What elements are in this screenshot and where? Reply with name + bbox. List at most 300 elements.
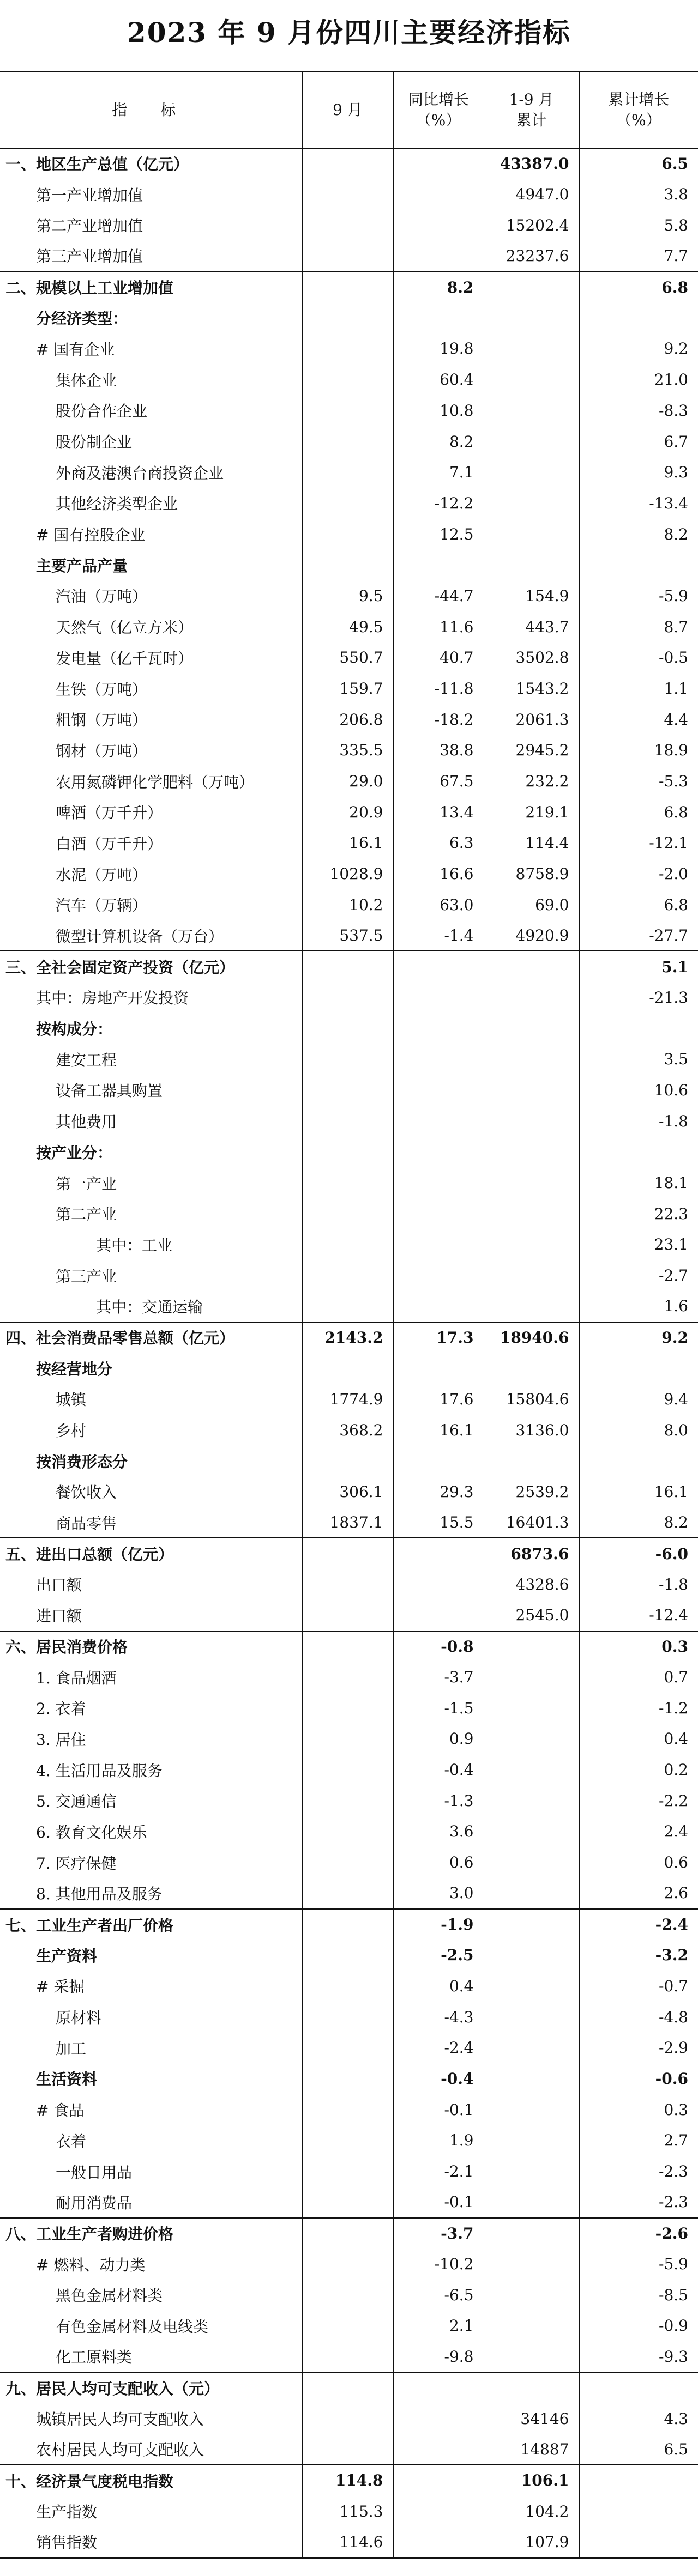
table-row bbox=[0, 1291, 698, 1322]
row-month-value bbox=[302, 549, 393, 580]
row-yoy-growth: 16.6 bbox=[393, 858, 484, 889]
row-yoy-growth: 11.6 bbox=[393, 611, 484, 643]
row-label: 城镇居民人均可支配收入 bbox=[36, 2410, 204, 2429]
row-label: 进口额 bbox=[36, 1607, 82, 1625]
row-cumulative-growth bbox=[579, 302, 698, 334]
row-yoy-growth: -2.5 bbox=[393, 1939, 484, 1971]
row-yoy-growth: 16.1 bbox=[393, 1415, 484, 1446]
row-cumulative-growth bbox=[579, 1137, 698, 1168]
row-yoy-growth bbox=[393, 1229, 484, 1260]
row-cumulative-growth: -8.3 bbox=[579, 395, 698, 426]
row-cumulative-growth: -2.3 bbox=[579, 2187, 698, 2218]
row-cumulative-growth bbox=[579, 2465, 698, 2496]
table-row bbox=[0, 395, 698, 426]
row-label: 股份制企业 bbox=[56, 433, 133, 452]
row-cumulative-value: 107.9 bbox=[484, 2526, 579, 2557]
row-month-value bbox=[302, 1569, 393, 1600]
row-yoy-growth bbox=[393, 1075, 484, 1106]
row-cumulative-growth: 22.3 bbox=[579, 1198, 698, 1229]
row-month-value bbox=[302, 1971, 393, 2002]
header-cumulative bbox=[484, 72, 579, 148]
table-row bbox=[0, 2311, 698, 2342]
row-cumulative-growth: 1.6 bbox=[579, 1291, 698, 1322]
header-line: （%） bbox=[616, 111, 661, 129]
table-row bbox=[0, 2032, 698, 2063]
row-cumulative-value bbox=[484, 2156, 579, 2187]
table-row bbox=[0, 148, 698, 179]
table-row bbox=[0, 1322, 698, 1353]
table-row bbox=[0, 2341, 698, 2372]
row-label: 餐饮收入 bbox=[56, 1483, 117, 1502]
row-cumulative-growth: 3.8 bbox=[579, 179, 698, 210]
row-month-value bbox=[302, 2434, 393, 2465]
row-cumulative-value: 106.1 bbox=[484, 2465, 579, 2496]
row-yoy-growth: 2.1 bbox=[393, 2311, 484, 2342]
row-cumulative-value bbox=[484, 1662, 579, 1693]
row-label: 其他费用 bbox=[56, 1113, 117, 1131]
row-cumulative-growth bbox=[579, 549, 698, 580]
header-line: 累计增长 bbox=[608, 90, 670, 108]
row-cumulative-value bbox=[484, 2094, 579, 2125]
row-month-value bbox=[302, 2372, 393, 2403]
row-cumulative-growth: -5.9 bbox=[579, 580, 698, 611]
row-month-value: 2143.2 bbox=[302, 1322, 393, 1353]
row-cumulative-growth: -27.7 bbox=[579, 920, 698, 951]
row-month-value bbox=[302, 2248, 393, 2280]
row-yoy-growth bbox=[393, 982, 484, 1013]
row-cumulative-growth: 1.1 bbox=[579, 673, 698, 704]
row-cumulative-value bbox=[484, 1847, 579, 1878]
row-label: 设备工器具购置 bbox=[56, 1082, 163, 1100]
row-yoy-growth: -0.4 bbox=[393, 1754, 484, 1785]
row-cumulative-value: 4920.9 bbox=[484, 920, 579, 951]
row-cumulative-value bbox=[484, 1445, 579, 1476]
row-month-value bbox=[302, 2280, 393, 2311]
row-yoy-growth: 17.3 bbox=[393, 1322, 484, 1353]
table-header bbox=[0, 72, 698, 148]
row-cumulative-value bbox=[484, 1878, 579, 1909]
row-month-value bbox=[302, 2403, 393, 2434]
row-cumulative-value: 4328.6 bbox=[484, 1569, 579, 1600]
row-month-value bbox=[302, 1816, 393, 1847]
table-row bbox=[0, 735, 698, 766]
row-cumulative-growth: -3.2 bbox=[579, 1939, 698, 1971]
table-row bbox=[0, 2218, 698, 2249]
row-month-value: 114.8 bbox=[302, 2465, 393, 2496]
row-label: 股份合作企业 bbox=[56, 402, 148, 421]
row-label: 微型计算机设备（万台） bbox=[56, 927, 224, 945]
table-row bbox=[0, 580, 698, 611]
row-month-value bbox=[302, 1847, 393, 1878]
row-yoy-growth: -0.1 bbox=[393, 2094, 484, 2125]
table-row bbox=[0, 1878, 698, 1909]
row-month-value bbox=[302, 2187, 393, 2218]
row-label: 主要产品产量 bbox=[36, 556, 128, 575]
row-label: 一、地区生产总值（亿元） bbox=[0, 148, 302, 179]
row-cumulative-growth: -6.0 bbox=[579, 1538, 698, 1569]
table-row bbox=[0, 2496, 698, 2527]
row-yoy-growth bbox=[393, 2434, 484, 2465]
row-cumulative-growth: -2.2 bbox=[579, 1785, 698, 1816]
row-month-value bbox=[302, 1600, 393, 1631]
row-cumulative-value bbox=[484, 519, 579, 550]
table-row bbox=[0, 519, 698, 550]
row-month-value: 114.6 bbox=[302, 2526, 393, 2557]
row-cumulative-growth: 6.5 bbox=[579, 2434, 698, 2465]
row-month-value bbox=[302, 2218, 393, 2249]
row-yoy-growth: -1.3 bbox=[393, 1785, 484, 1816]
row-cumulative-value bbox=[484, 2311, 579, 2342]
row-yoy-growth bbox=[393, 241, 484, 272]
row-cumulative-value bbox=[484, 1260, 579, 1291]
row-month-value: 537.5 bbox=[302, 920, 393, 951]
row-label: 发电量（亿千瓦时） bbox=[56, 649, 194, 668]
row-cumulative-value bbox=[484, 334, 579, 365]
row-cumulative-value: 1543.2 bbox=[484, 673, 579, 704]
row-cumulative-value bbox=[484, 271, 579, 302]
row-yoy-growth: -2.4 bbox=[393, 2032, 484, 2063]
table-row bbox=[0, 858, 698, 889]
row-label: 五、进出口总额（亿元） bbox=[0, 1538, 302, 1569]
row-month-value: 1028.9 bbox=[302, 858, 393, 889]
row-cumulative-growth: 8.2 bbox=[579, 1507, 698, 1538]
table-row bbox=[0, 364, 698, 395]
row-label: 分经济类型： bbox=[36, 310, 128, 328]
row-yoy-growth bbox=[393, 951, 484, 982]
row-month-value bbox=[302, 302, 393, 334]
row-cumulative-value bbox=[484, 1939, 579, 1971]
row-cumulative-growth: -4.8 bbox=[579, 2002, 698, 2033]
row-yoy-growth bbox=[393, 2403, 484, 2434]
row-month-value: 1837.1 bbox=[302, 1507, 393, 1538]
row-yoy-growth bbox=[393, 1106, 484, 1137]
row-yoy-growth: -1.4 bbox=[393, 920, 484, 951]
table-row bbox=[0, 766, 698, 797]
row-month-value bbox=[302, 426, 393, 457]
row-month-value bbox=[302, 1909, 393, 1940]
row-cumulative-value bbox=[484, 2372, 579, 2403]
row-cumulative-growth bbox=[579, 2496, 698, 2527]
row-label: 出口额 bbox=[36, 1576, 82, 1595]
row-label: 衣着 bbox=[56, 2132, 87, 2150]
row-month-value: 368.2 bbox=[302, 1415, 393, 1446]
row-month-value: 49.5 bbox=[302, 611, 393, 643]
row-yoy-growth bbox=[393, 179, 484, 210]
row-month-value: 550.7 bbox=[302, 643, 393, 674]
row-month-value bbox=[302, 2156, 393, 2187]
row-label: 其中：交通运输 bbox=[96, 1298, 203, 1316]
table-row bbox=[0, 1353, 698, 1384]
row-month-value bbox=[302, 271, 393, 302]
row-month-value bbox=[302, 1662, 393, 1693]
row-yoy-growth: 1.9 bbox=[393, 2125, 484, 2156]
row-month-value bbox=[302, 1724, 393, 1755]
row-cumulative-value bbox=[484, 1291, 579, 1322]
row-cumulative-growth: 0.4 bbox=[579, 1724, 698, 1755]
table-row bbox=[0, 1013, 698, 1044]
table-row bbox=[0, 1137, 698, 1168]
row-month-value bbox=[302, 1878, 393, 1909]
row-cumulative-value bbox=[484, 1693, 579, 1724]
header-indicator: 指 标 bbox=[0, 72, 302, 148]
row-yoy-growth: 7.1 bbox=[393, 457, 484, 488]
row-label: 第一产业增加值 bbox=[36, 186, 143, 204]
row-yoy-growth: -44.7 bbox=[393, 580, 484, 611]
row-month-value bbox=[302, 1013, 393, 1044]
row-label: 生活资料 bbox=[36, 2070, 98, 2089]
row-month-value bbox=[302, 2341, 393, 2372]
row-yoy-growth: -18.2 bbox=[393, 704, 484, 735]
table-row bbox=[0, 2372, 698, 2403]
row-cumulative-value bbox=[484, 1137, 579, 1168]
row-cumulative-growth: -0.9 bbox=[579, 2311, 698, 2342]
row-month-value bbox=[302, 2125, 393, 2156]
row-yoy-growth: 0.4 bbox=[393, 1971, 484, 2002]
row-yoy-growth: -9.8 bbox=[393, 2341, 484, 2372]
row-month-value bbox=[302, 1044, 393, 1075]
row-cumulative-growth: -2.7 bbox=[579, 1260, 698, 1291]
row-cumulative-value: 34146 bbox=[484, 2403, 579, 2434]
row-month-value bbox=[302, 1229, 393, 1260]
row-label: 第一产业 bbox=[56, 1174, 117, 1193]
row-yoy-growth: 15.5 bbox=[393, 1507, 484, 1538]
row-cumulative-growth: -1.8 bbox=[579, 1569, 698, 1600]
table-row bbox=[0, 302, 698, 334]
table-row bbox=[0, 1754, 698, 1785]
table-row bbox=[0, 1971, 698, 2002]
row-yoy-growth bbox=[393, 210, 484, 241]
row-month-value bbox=[302, 519, 393, 550]
row-yoy-growth bbox=[393, 2465, 484, 2496]
table-row bbox=[0, 2063, 698, 2094]
row-cumulative-value bbox=[484, 457, 579, 488]
row-month-value: 29.0 bbox=[302, 766, 393, 797]
row-cumulative-growth: 18.1 bbox=[579, 1167, 698, 1198]
row-cumulative-value bbox=[484, 1353, 579, 1384]
row-yoy-growth bbox=[393, 1445, 484, 1476]
row-month-value bbox=[302, 179, 393, 210]
row-yoy-growth: 6.3 bbox=[393, 828, 484, 859]
row-cumulative-value: 23237.6 bbox=[484, 241, 579, 272]
row-cumulative-growth bbox=[579, 1445, 698, 1476]
row-yoy-growth bbox=[393, 2496, 484, 2527]
row-yoy-growth bbox=[393, 1569, 484, 1600]
row-label: 销售指数 bbox=[0, 2526, 302, 2557]
row-yoy-growth: -0.8 bbox=[393, 1631, 484, 1662]
row-label: 4. 生活用品及服务 bbox=[36, 1761, 163, 1780]
table-row bbox=[0, 2403, 698, 2434]
row-yoy-growth bbox=[393, 549, 484, 580]
row-cumulative-value: 2061.3 bbox=[484, 704, 579, 735]
row-label: 其中：工业 bbox=[96, 1236, 173, 1254]
row-label: 第三产业 bbox=[56, 1267, 117, 1286]
row-yoy-growth bbox=[393, 148, 484, 179]
row-label: 三、全社会固定资产投资（亿元） bbox=[0, 951, 302, 982]
row-month-value: 16.1 bbox=[302, 828, 393, 859]
row-cumulative-value: 2539.2 bbox=[484, 1476, 579, 1507]
row-yoy-growth: 29.3 bbox=[393, 1476, 484, 1507]
row-month-value: 115.3 bbox=[302, 2496, 393, 2527]
row-cumulative-growth: -8.5 bbox=[579, 2280, 698, 2311]
row-label: 啤酒（万千升） bbox=[56, 804, 163, 822]
row-month-value bbox=[302, 1631, 393, 1662]
row-cumulative-growth: 9.4 bbox=[579, 1384, 698, 1415]
row-label: 农用氮磷钾化学肥料（万吨） bbox=[56, 773, 255, 791]
row-label: 按产业分： bbox=[36, 1143, 113, 1162]
row-label: 汽车（万辆） bbox=[56, 896, 148, 915]
row-cumulative-value bbox=[484, 1971, 579, 2002]
row-cumulative-growth bbox=[579, 1013, 698, 1044]
table-row bbox=[0, 1816, 698, 1847]
row-month-value: 159.7 bbox=[302, 673, 393, 704]
row-cumulative-value: 114.4 bbox=[484, 828, 579, 859]
row-month-value: 20.9 bbox=[302, 797, 393, 828]
row-month-value bbox=[302, 1167, 393, 1198]
table-row bbox=[0, 1662, 698, 1693]
row-cumulative-growth: -2.6 bbox=[579, 2218, 698, 2249]
row-label: 汽油（万吨） bbox=[56, 587, 148, 606]
row-cumulative-growth: 7.7 bbox=[579, 241, 698, 272]
row-label: 第三产业增加值 bbox=[36, 247, 143, 266]
header-yoy bbox=[393, 72, 484, 148]
row-label: 粗钢（万吨） bbox=[56, 711, 148, 730]
table-row bbox=[0, 2248, 698, 2280]
row-yoy-growth: 38.8 bbox=[393, 735, 484, 766]
row-cumulative-growth: 2.6 bbox=[579, 1878, 698, 1909]
row-yoy-growth: -12.2 bbox=[393, 488, 484, 519]
row-cumulative-growth bbox=[579, 2372, 698, 2403]
row-cumulative-growth: -9.3 bbox=[579, 2341, 698, 2372]
row-label: 四、社会消费品零售总额（亿元） bbox=[0, 1322, 302, 1353]
row-label: 建安工程 bbox=[56, 1051, 117, 1069]
row-cumulative-growth: 6.8 bbox=[579, 889, 698, 920]
row-cumulative-value: 2545.0 bbox=[484, 1600, 579, 1631]
row-label: 生铁（万吨） bbox=[56, 680, 148, 699]
row-month-value bbox=[302, 1445, 393, 1476]
row-cumulative-value: 443.7 bbox=[484, 611, 579, 643]
row-yoy-growth: 8.2 bbox=[393, 271, 484, 302]
row-cumulative-value bbox=[484, 2187, 579, 2218]
table-row bbox=[0, 1939, 698, 1971]
row-yoy-growth: -1.5 bbox=[393, 1693, 484, 1724]
row-cumulative-growth: -2.0 bbox=[579, 858, 698, 889]
row-cumulative-growth: 8.2 bbox=[579, 519, 698, 550]
row-cumulative-value: 18940.6 bbox=[484, 1322, 579, 1353]
row-month-value bbox=[302, 1939, 393, 1971]
row-label: 3. 居住 bbox=[36, 1730, 86, 1749]
row-label: # 采掘 bbox=[36, 1978, 85, 1996]
header-month: 9 月 bbox=[302, 72, 393, 148]
row-label: 原材料 bbox=[56, 2009, 102, 2027]
table-row bbox=[0, 889, 698, 920]
row-yoy-growth: 13.4 bbox=[393, 797, 484, 828]
row-label: 城镇 bbox=[56, 1391, 87, 1409]
row-yoy-growth bbox=[393, 1137, 484, 1168]
row-cumulative-value bbox=[484, 1631, 579, 1662]
row-cumulative-growth: -5.3 bbox=[579, 766, 698, 797]
row-cumulative-value: 3502.8 bbox=[484, 643, 579, 674]
row-month-value bbox=[302, 1137, 393, 1168]
row-month-value bbox=[302, 2032, 393, 2063]
row-cumulative-value: 8758.9 bbox=[484, 858, 579, 889]
row-cumulative-growth: 6.8 bbox=[579, 797, 698, 828]
row-cumulative-value bbox=[484, 982, 579, 1013]
row-month-value bbox=[302, 148, 393, 179]
row-label: 5. 交通通信 bbox=[36, 1792, 117, 1811]
row-label: # 食品 bbox=[36, 2101, 85, 2120]
row-yoy-growth: 63.0 bbox=[393, 889, 484, 920]
table-row bbox=[0, 1384, 698, 1415]
row-yoy-growth: 3.0 bbox=[393, 1878, 484, 1909]
table-row bbox=[0, 1785, 698, 1816]
row-cumulative-value: 16401.3 bbox=[484, 1507, 579, 1538]
row-yoy-growth: 40.7 bbox=[393, 643, 484, 674]
row-cumulative-growth: 8.7 bbox=[579, 611, 698, 643]
row-cumulative-value: 69.0 bbox=[484, 889, 579, 920]
row-month-value bbox=[302, 1075, 393, 1106]
row-yoy-growth: 19.8 bbox=[393, 334, 484, 365]
table-row bbox=[0, 457, 698, 488]
row-cumulative-growth: 6.5 bbox=[579, 148, 698, 179]
row-cumulative-value bbox=[484, 2125, 579, 2156]
row-label: 7. 医疗保健 bbox=[36, 1854, 117, 1872]
row-cumulative-value bbox=[484, 1044, 579, 1075]
table-row bbox=[0, 704, 698, 735]
row-label: 集体企业 bbox=[56, 371, 117, 390]
row-cumulative-value: 43387.0 bbox=[484, 148, 579, 179]
row-month-value bbox=[302, 1260, 393, 1291]
row-label: 按消费形态分 bbox=[36, 1452, 128, 1471]
row-label: 白酒（万千升） bbox=[56, 834, 163, 853]
row-cumulative-value: 232.2 bbox=[484, 766, 579, 797]
row-cumulative-growth: 5.8 bbox=[579, 210, 698, 241]
row-cumulative-value bbox=[484, 1075, 579, 1106]
row-cumulative-growth: 0.2 bbox=[579, 1754, 698, 1785]
table-row bbox=[0, 1724, 698, 1755]
row-yoy-growth bbox=[393, 2372, 484, 2403]
row-month-value bbox=[302, 1754, 393, 1785]
row-cumulative-value: 104.2 bbox=[484, 2496, 579, 2527]
table-row bbox=[0, 488, 698, 519]
row-cumulative-growth: -12.1 bbox=[579, 828, 698, 859]
row-cumulative-value bbox=[484, 549, 579, 580]
row-label: 外商及港澳台商投资企业 bbox=[56, 464, 224, 482]
row-cumulative-value bbox=[484, 2248, 579, 2280]
row-month-value bbox=[302, 488, 393, 519]
row-label: 按经营地分 bbox=[36, 1360, 113, 1378]
row-yoy-growth: -0.1 bbox=[393, 2187, 484, 2218]
header-line: 累计 bbox=[516, 111, 547, 129]
row-cumulative-growth: 0.6 bbox=[579, 1847, 698, 1878]
row-cumulative-growth bbox=[579, 2526, 698, 2557]
row-cumulative-growth: 2.4 bbox=[579, 1816, 698, 1847]
row-cumulative-value bbox=[484, 488, 579, 519]
row-yoy-growth: 10.8 bbox=[393, 395, 484, 426]
row-cumulative-value: 154.9 bbox=[484, 580, 579, 611]
table-row bbox=[0, 673, 698, 704]
row-label: 加工 bbox=[56, 2039, 87, 2058]
table-row bbox=[0, 549, 698, 580]
row-cumulative-value bbox=[484, 1724, 579, 1755]
header-line: 1-9 月 bbox=[509, 90, 554, 108]
row-month-value bbox=[302, 457, 393, 488]
table-row bbox=[0, 2465, 698, 2496]
row-yoy-growth bbox=[393, 1291, 484, 1322]
row-label: 第二产业增加值 bbox=[36, 217, 143, 235]
row-cumulative-value bbox=[484, 1754, 579, 1785]
table-row bbox=[0, 1260, 698, 1291]
table-row bbox=[0, 2434, 698, 2465]
